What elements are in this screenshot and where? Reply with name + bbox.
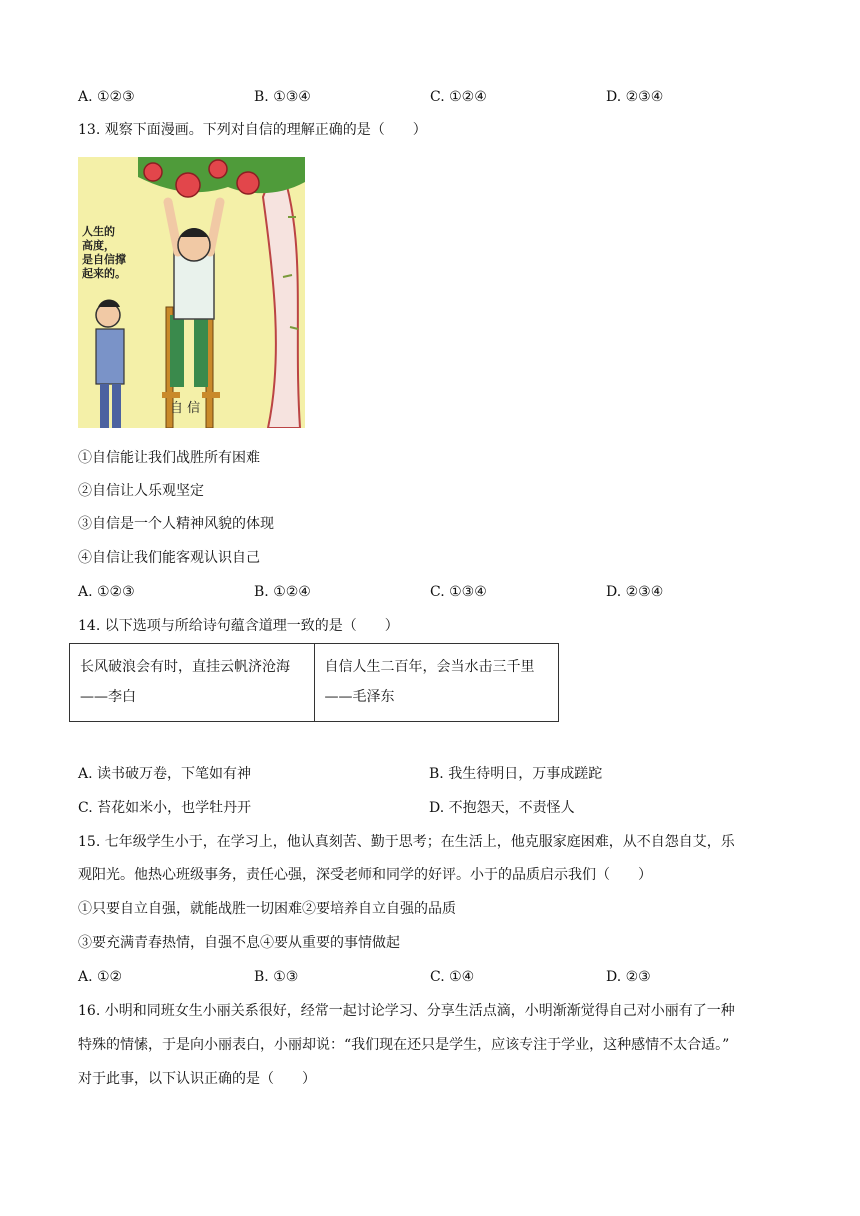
q16-question-line-2: 特殊的情愫，于是向小丽表白，小丽却说：“我们现在还只是学生，应该专注于学业，这种感情不太合适。” [78,1037,730,1053]
poem-line: 长风破浪会有时，直挂云帆济沧海 [80,659,290,675]
q15-option-c: C. ①④ [430,969,475,985]
poem-cell-mao-zedong [314,644,559,721]
q14-question: 14. 以下选项与所给诗句蕴含道理一致的是（ ） [78,618,399,634]
q13-statement-2: ②自信让人乐观坚定 [78,483,204,499]
q13-question: 13. 观察下面漫画。下列对自信的理解正确的是（ ） [78,122,427,138]
q15-statements-line-1: ①只要自立自强，就能战胜一切困难②要培养自立自强的品质 [78,901,456,917]
poem-author: ——李白 [80,689,136,705]
q15-options [78,967,778,987]
poem-cell-li-bai [70,644,314,721]
q12-option-b: B. ①③④ [254,89,311,105]
comic-illustration [78,157,305,428]
comic-caption-line: 人生的 [82,225,115,238]
q12-option-d: D. ②③④ [606,89,664,105]
q13-option-d: D. ②③④ [606,584,664,600]
q13-options [78,582,778,602]
comic-caption [82,225,126,281]
q13-option-a: A. ①②③ [78,584,135,600]
q12-options [78,87,778,107]
q15-question-line-2: 观阳光。他热心班级事务，责任心强，深受老师和同学的好评。小于的品质启示我们（ ） [78,867,652,883]
poem-table [69,643,559,722]
comic-caption-line: 是自信撑 [82,253,126,266]
q12-option-a: A. ①②③ [78,89,135,105]
poem-author: ——毛泽东 [324,689,395,705]
q14-options-row-1 [78,764,778,784]
comic-ladder-label: 自 信 [170,401,201,416]
comic-caption-line: 高度， [82,239,115,252]
q14-options-row-2 [78,798,778,818]
q15-option-a: A. ①② [78,969,123,985]
q16-question-line-1: 16. 小明和同班女生小丽关系很好，经常一起讨论学习、分享生活点滴，小明渐渐觉得自己对小丽有了一种 [78,1003,735,1019]
q14-option-a: A. 读书破万卷，下笔如有神 [78,766,252,782]
q14-option-c: C. 苔花如米小，也学牡丹开 [78,800,252,816]
q13-option-c: C. ①③④ [430,584,487,600]
q15-option-d: D. ②③ [606,969,651,985]
q15-question-line-1: 15. 七年级学生小于，在学习上，他认真刻苦、勤于思考；在生活上，他克服家庭困难，从不自怨自艾，乐 [78,834,735,850]
confidence-comic-image [78,157,305,428]
q12-option-c: C. ①②④ [430,89,487,105]
q14-option-b: B. 我生待明日，万事成蹉跎 [429,766,603,782]
q13-option-b: B. ①②④ [254,584,311,600]
q15-statements-line-2: ③要充满青春热情，自强不息④要从重要的事情做起 [78,935,400,951]
poem-line: 自信人生二百年，会当水击三千里 [324,659,535,675]
comic-caption-line: 起来的。 [82,267,126,280]
q13-statement-4: ④自信让我们能客观认识自己 [78,550,260,566]
q13-statement-3: ③自信是一个人精神风貌的体现 [78,516,274,532]
q16-question-line-3: 对于此事，以下认识正确的是（ ） [78,1071,316,1087]
q15-option-b: B. ①③ [254,969,299,985]
q14-option-d: D. 不抱怨天，不责怪人 [429,800,575,816]
q13-statement-1: ①自信能让我们战胜所有困难 [78,450,260,466]
